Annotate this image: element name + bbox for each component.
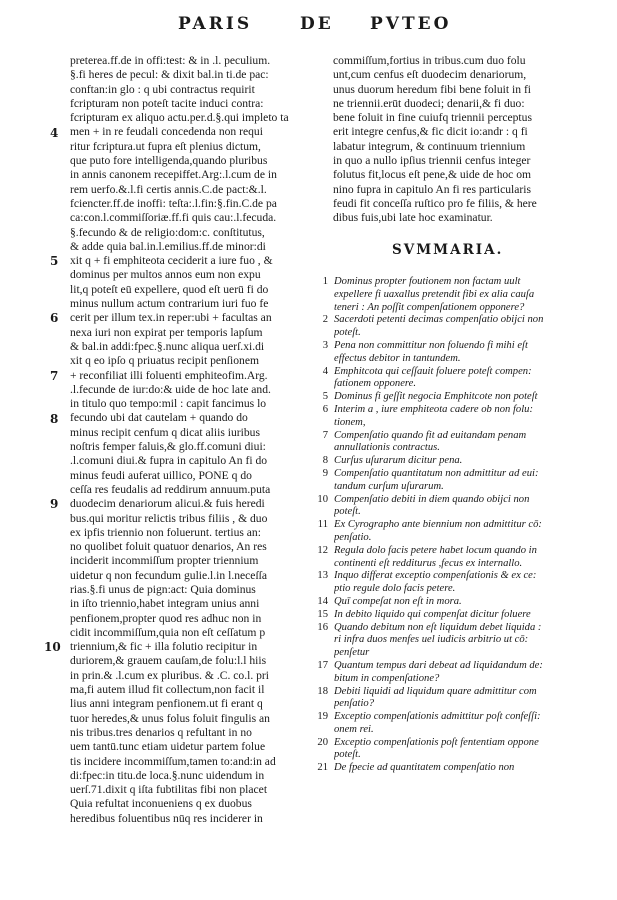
margin-note-number: 7: [50, 368, 59, 383]
margin-note-number: 6: [50, 311, 59, 326]
text-line: ceſſa res feudalis ad reddirum annuum.puta: [70, 482, 271, 496]
text-line: que puto fore intelligenda,quando pluribus: [70, 154, 268, 168]
summary-entry-line: [312, 494, 602, 507]
text-line: + reconfiliat illi foluenti emphiteofim.Arg.: [70, 368, 268, 382]
summary-entry-number: 5: [322, 391, 328, 403]
summaria-heading: SVMMARIA.: [392, 242, 504, 258]
text-line: ne triennii.erūt duodeci; denarii,& fi duo:: [333, 96, 525, 110]
summary-entry-number: 8: [322, 455, 328, 467]
summary-entry-line: [312, 737, 602, 750]
text-line: fecundo ubi dat cautelam + quando do: [70, 411, 248, 425]
summary-entry-number: 16: [317, 621, 328, 633]
summary-entry-line: [312, 609, 602, 622]
summary-entry-text: Compenſatio quantitatum non admittitur ad eui:: [334, 467, 539, 479]
text-line: in quo a nullo ipſius triennii cenfus integer: [333, 154, 531, 168]
summary-entry-text: Curſus uſurarum dicitur pena.: [334, 455, 463, 467]
text-line: erit integre cenfus,& fic dicit io:andr : q fi: [333, 125, 528, 139]
summary-entry-line: [312, 673, 602, 686]
summary-entry-line: [312, 686, 602, 699]
text-line: feudi fit conceſſa ruſtico pro fe filiis, & here: [333, 196, 537, 210]
text-line: ex ipfis triennio non foluerunt. tertius an:: [70, 525, 261, 539]
summary-entry-number: 14: [317, 595, 328, 607]
text-line: fcripturam non poteſt tacite induci contra:: [70, 96, 264, 110]
summary-entry-line: [312, 583, 602, 596]
summary-entry-number: 1: [322, 276, 328, 287]
text-line: unus duorum heredum fibi bene foluit in fi: [333, 82, 532, 96]
text-line: conftan:in glo : q ubi contractus requirit: [70, 82, 255, 96]
text-line: ca:con.l.commiſſoriæ.ff.fi quis cau:.l.fecuda.: [70, 211, 277, 225]
summary-entry-line: [312, 558, 602, 571]
summary-entry-text: Quantum tempus dari debeat ad liquidandum de:: [334, 659, 543, 671]
right-text-column: [333, 54, 585, 226]
summary-entry-number: 6: [322, 403, 328, 415]
text-line: di:fpec:in titu.de loca.§.nunc uidendum in: [70, 768, 265, 782]
summary-entry-number: 17: [317, 659, 328, 671]
text-line: bus.qui moritur relictis tribus filiis , & duo: [70, 511, 268, 525]
summary-entry-line: [312, 698, 602, 711]
summary-entry-text: In debito liquido qui compenſat dicitur foluere: [334, 608, 531, 620]
summary-entry-text: bitum in compenſatione?: [334, 672, 440, 684]
margin-note-number: 10: [44, 640, 61, 655]
text-line: minus nullum actum contrarium iuri fuo fe: [70, 297, 269, 311]
text-line: heredibus foluentibus nūq res inciderer in: [70, 811, 263, 825]
summary-entry-line: [312, 417, 602, 430]
summary-entry-line: [312, 340, 602, 353]
summary-entry-number: 20: [317, 736, 328, 748]
text-line: triennium,& fic + illa folutio recipitur in: [70, 640, 258, 654]
text-line: lit,q poteſt eū expellere, quod eſt uerū fi do: [70, 282, 269, 296]
summary-entry-text: tandum curſum uſurarum.: [334, 480, 444, 492]
summary-entry-line: [312, 660, 602, 673]
text-line: tis incidere incommiſſum,tamen to:and:in ad: [70, 754, 276, 768]
summary-entry-text: ri infra duos menfes uel iudicis arbitrio ut cō:: [334, 634, 529, 646]
summary-entry-line: [312, 634, 602, 647]
summary-entry-text: Dominus fi geſſit negocia Emphitcote non poteſt: [334, 391, 538, 403]
summary-entry-line: [312, 596, 602, 609]
summary-entry-number: 15: [317, 608, 328, 620]
text-line: & bal.in addi:fpec.§.nunc aliqua uerſ.xi.di: [70, 339, 265, 353]
text-line: in titulo quo tempo:mil : capit fancimus lo: [70, 397, 267, 411]
summary-entry-line: [312, 481, 602, 494]
text-line: minus recipit cenfum q dicat aliis iuribus: [70, 425, 260, 439]
margin-note-number: 8: [50, 411, 59, 426]
text-line: ma,fi autem illud fit collectum,non facit il: [70, 683, 265, 697]
text-line: no quolibet foluit quatuor denarios, An res: [70, 540, 267, 554]
header-right-word: PVTEO: [370, 14, 452, 34]
summary-entry-number: 4: [322, 365, 328, 377]
text-line: uerſ.71.dixit q iſta fubtilitas fibi non placet: [70, 783, 268, 797]
text-line: & adde quia bal.in.l.emilius.ff.de minor:di: [70, 239, 266, 253]
summary-entry-text: Pena non committitur non foluendo fi mihi eſt: [334, 339, 528, 351]
summary-entry-text: tionem,: [334, 416, 366, 428]
summary-entry-text: Quando debitum non eſt liquidum debet liquida :: [334, 621, 542, 633]
text-line: fciencter.ff.de inoffi: teſta:.l.fin:§.fin.C.de pa: [70, 196, 277, 210]
summary-entry-line: [312, 724, 602, 737]
summary-entry-text: effectus debitor in tantundem.: [334, 352, 461, 364]
summary-entry-text: Compenſatio quando fit ad euitandam penam: [334, 429, 527, 441]
summary-entry-number: 12: [317, 544, 328, 556]
summary-entry-line: [312, 391, 602, 404]
summary-entry-text: Emphitcota qui ceſſauit foluere poteſt compen:: [334, 365, 532, 377]
summary-entry-text: Sacerdoti petenti decimas compenſatio obijci non: [334, 314, 544, 326]
running-header: [0, 14, 617, 38]
summary-entry-text: expellere fi uaxallus pretendit fibi ex alia cauſa: [334, 288, 535, 300]
text-line: nino fupra in capitulo An fi res particularis: [333, 182, 532, 196]
text-line: inciderit incommiſſum propter triennium: [70, 554, 259, 568]
summary-entry-line: [312, 545, 602, 558]
summary-entry-text: continenti eſt redditurus ,fecus ex internallo.: [334, 557, 523, 569]
text-line: men + in re feudali concedenda non requi: [70, 125, 263, 139]
text-line: duodecim denariorum alicui.& fuis heredi: [70, 497, 265, 511]
summary-entry-text: onem rei.: [334, 723, 374, 735]
summary-entry-line: [312, 532, 602, 545]
summary-entry-number: 7: [322, 429, 328, 441]
text-line: §.fecundo & de religio:dom:c. conſtitutus,: [70, 225, 265, 239]
text-line: dibus fuis,ubi late hoc examinatur.: [333, 211, 493, 225]
summary-entry-number: 13: [317, 570, 328, 582]
text-line: rem uerfo.&.l.fi certis annis.C.de pact:&.l.: [70, 182, 267, 196]
left-text-column: [70, 54, 312, 826]
summary-entry-line: [312, 519, 602, 532]
summary-entry-line: [312, 762, 602, 775]
summary-entry-line: [312, 506, 602, 519]
header-middle-word: DE: [300, 14, 334, 34]
text-line: nexa iuri non expirat per temporis lapſum: [70, 325, 263, 339]
margin-note-number: 9: [50, 497, 59, 512]
header-left-word: PARIS: [178, 14, 253, 34]
summary-entry-text: poteſt.: [334, 749, 361, 761]
summary-entry-text: Exceptio compenſationis admittitur poſt confeſſi:: [334, 711, 541, 723]
text-line: rias.§.fi unus de pign:act: Quia dominus: [70, 582, 256, 596]
summary-entry-line: [312, 570, 602, 583]
summary-entry-text: teneri : An poſſit compenſationem opponere?: [334, 301, 525, 313]
summary-entry-line: [312, 302, 602, 315]
text-line: tuor heredes,& unus folus foluit fingulis an: [70, 711, 270, 725]
summary-entry-text: Quī compeſat non eſt in mora.: [334, 595, 462, 607]
text-line: .l.comuni diui.& fupra in capitulo An fi do: [70, 454, 268, 468]
text-line: labatur integrum, & continuum triennium: [333, 139, 526, 153]
summary-entry-number: 10: [317, 493, 328, 505]
text-line: minus feudi auferat uillico, PONE q do: [70, 468, 252, 482]
text-line: §.fi heres de pecul: & dixit bal.in ti.de pac:: [70, 68, 269, 82]
summary-entry-text: Exceptio compenſationis poſt fententiam oppone: [334, 736, 539, 748]
summary-entry-text: fationem opponere.: [334, 378, 416, 390]
summary-entry-line: [312, 314, 602, 327]
summary-entry-line: [312, 749, 602, 762]
summary-entry-text: Dominus propter foutionem non factam uult: [334, 276, 521, 287]
summary-entry-line: [312, 366, 602, 379]
text-line: fcripturam ex aliquo actu.per.d.§.qui impleto ta: [70, 111, 289, 125]
summary-entry-line: [312, 711, 602, 724]
text-line: penfionem,propter quod res adhuc non in: [70, 611, 262, 625]
text-line: dominus per multos annos eum non expu: [70, 268, 261, 282]
summary-entry-text: penſatio?: [334, 698, 375, 710]
summary-entry-line: [312, 647, 602, 660]
text-line: in iſto triennio,habet integram unius anni: [70, 597, 260, 611]
summary-entry-line: [312, 327, 602, 340]
margin-note-number: 5: [50, 254, 59, 269]
summary-entry-line: [312, 289, 602, 302]
text-line: in annis canonem recepiffet.Arg:.l.cum de in: [70, 168, 277, 182]
summary-entry-text: Debiti liquidi ad liquidum quare admittitur com: [334, 685, 537, 697]
summary-entry-line: [312, 404, 602, 417]
text-line: cerit per illum tex.in reper:ubi + facultas an: [70, 311, 272, 325]
summary-entry-text: Regula dolo facis petere habet locum quando in: [334, 544, 537, 556]
summary-entry-number: 19: [317, 711, 328, 723]
summary-entry-line: [312, 430, 602, 443]
summary-entry-line: [312, 622, 602, 635]
summary-entry-line: [312, 442, 602, 455]
summaria-list: [312, 276, 602, 775]
summary-entry-text: penſatio.: [334, 531, 372, 543]
summary-entry-text: Compenſatio debiti in diem quando obijci non: [334, 493, 530, 505]
text-line: xit q + fi emphiteota ceciderit a iure fuo , &: [70, 254, 273, 268]
summary-entry-number: 21: [317, 762, 328, 774]
summary-entry-number: 2: [322, 314, 328, 326]
text-line: in prin.& .l.cum ex pluribus. & .C. co.l. pri: [70, 668, 270, 682]
summary-entry-number: 11: [317, 519, 328, 531]
summary-entry-text: De fpecie ad quantitatem compenſatio non: [334, 762, 515, 774]
summary-entry-text: Inquo differat exceptio compenſationis & ex ce:: [334, 570, 537, 582]
summary-entry-text: ptio regule dolo facis petere.: [334, 583, 456, 595]
text-line: commiſſum,fortius in tribus.cum duo folu: [333, 54, 526, 67]
text-line: lius anni integram penfionem.ut fi erant q: [70, 697, 263, 711]
summary-entry-number: 9: [322, 467, 328, 479]
summary-entry-line: [312, 468, 602, 481]
text-line: duriorem,& grauem cauſam,de folu:l.l hiis: [70, 654, 267, 668]
text-line: uem tantū.tunc etiam uidetur partem folue: [70, 740, 266, 754]
summary-entry-line: [312, 455, 602, 468]
summary-entry-line: [312, 276, 602, 289]
text-line: unt,cum cenfus eſt duodecim denariorum,: [333, 68, 527, 82]
text-line: ritur fcriptura.ut fupra eſt plenius dictum,: [70, 139, 261, 153]
summary-entry-text: annullationis contractus.: [334, 442, 440, 454]
margin-note-number: 4: [50, 125, 59, 140]
text-line: folutus fit,locus eſt pene,& uide de hoc om: [333, 168, 532, 182]
text-line: uidetur q non fecundum gulie.l.in l.neceſſa: [70, 568, 268, 582]
text-line: noſtris femper faluis,& glo.ff.comuni diui:: [70, 440, 266, 454]
text-line: cidit incommiſſum,quia non eſt ceſſatum p: [70, 625, 266, 639]
summary-entry-number: 3: [322, 339, 328, 351]
summary-entry-line: [312, 353, 602, 366]
summary-entry-text: Interim a , iure emphiteota cadere ob non folu:: [334, 403, 533, 415]
text-line: preterea.ff.de in offi:test: & in .l. peculium.: [70, 54, 271, 67]
summary-entry-text: Ex Cyrographo ante biennium non admittitur cō:: [334, 519, 542, 531]
summary-entry-line: [312, 378, 602, 391]
text-line: bene foluit in fine cuiufq triennii perceptus: [333, 111, 532, 125]
text-line: .l.fecunde de iur:do:& uide de hoc late and.: [70, 382, 271, 396]
summary-entry-text: poteſt.: [334, 327, 361, 339]
summary-entry-text: poteſt.: [334, 506, 361, 518]
text-line: xit q eo ipſo q priuatus recipit penſionem: [70, 354, 260, 368]
summary-entry-text: penſetur: [334, 647, 370, 659]
text-line: nis tribus.tres denarios q refultant in no: [70, 725, 252, 739]
summary-entry-number: 18: [317, 685, 328, 697]
text-line: Quia refultat inconueniens q ex duobus: [70, 797, 252, 811]
